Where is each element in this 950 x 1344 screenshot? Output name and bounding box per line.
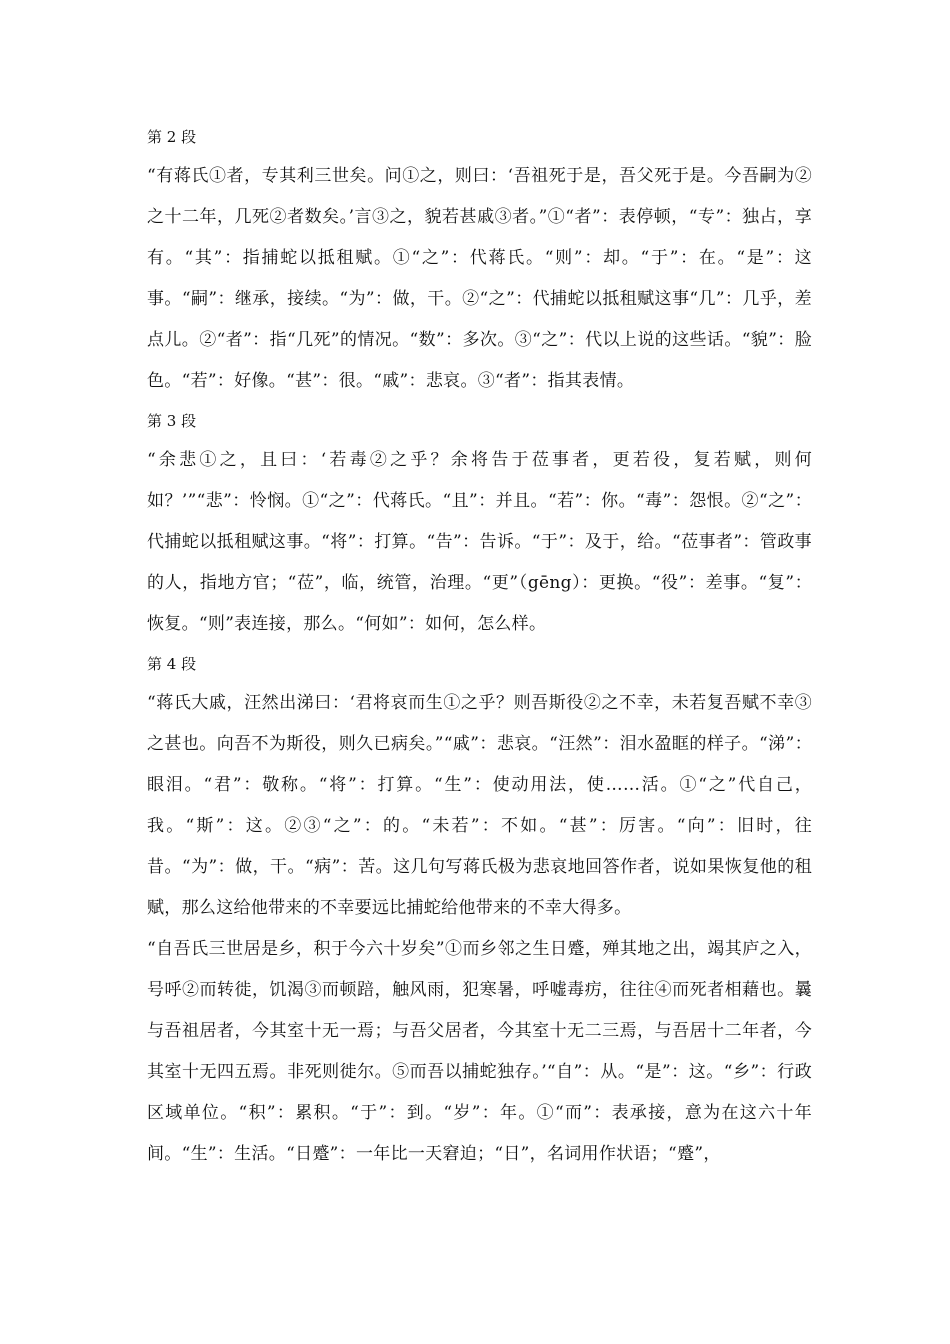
section-heading-3: 第 3 段 bbox=[147, 412, 197, 430]
section-3-paragraph: “余悲①之，且曰：‘若毒②之乎？余将告于莅事者，更若役，复若赋，则何如？’”“悲”：怜悯。①“之”：代蒋氏。“且”：并且。“若”：你。“毒”：怨恨。②“之”：代捕蛇以抵租赋这事。“将”：打算。“告”：告诉。“于”：及于，给。“莅事者”：管政事的人，指地方官；“莅”，临，统管，治理。“更”（gēng）：更换。“役”：差事。“复”：恢复。“则”表连接，那么。“何如”：如何，怎么样。 bbox=[147, 450, 812, 634]
section-2-paragraph: “有蒋氏①者，专其利三世矣。问①之，则曰：‘吾祖死于是，吾父死于是。今吾嗣为②之十二年，几死②者数矣。’言③之，貌若甚戚③者。”①“者”：表停顿，“专”：独占，享有。“其”：指捕蛇以抵租赋。①“之”：代蒋氏。“则”：却。“于”：在。“是”：这事。“嗣”：继承，接续。“为”：做，干。②“之”：代捕蛇以抵租赋这事“几”：几乎，差点儿。②“者”：指“几死”的情况。“数”：多次。③“之”：代以上说的这些话。“貌”：脸色。“若”：好像。“甚”：很。“戚”：悲哀。③“者”：指其表情。 bbox=[147, 166, 812, 391]
section-heading-4: 第 4 段 bbox=[147, 655, 197, 673]
section-4-paragraph: “蒋氏大戚，汪然出涕曰：‘君将哀而生①之乎？则吾斯役②之不幸，未若复吾赋不幸③之甚也。向吾不为斯役，则久已病矣。”“戚”：悲哀。“汪然”：泪水盈眶的样子。“涕”：眼泪。“君”：敬称。“将”：打算。“生”：使动用法，使……活。①“之”代自己，我。“斯”：这。②③“之”：的。“未若”：不如。“甚”：厉害。“向”：旧时，往昔。“为”：做，干。“病”：苦。这几句写蒋氏极为悲哀地回答作者，说如果恢复他的租赋，那么这给他带来的不幸要远比捕蛇给他带来的不幸大得多。 bbox=[147, 693, 812, 918]
document-body bbox=[147, 118, 812, 1175]
section-4-paragraph-continued: “自吾氏三世居是乡，积于今六十岁矣”①而乡邻之生日蹙，殚其地之出，竭其庐之入，号呼②而转徙，饥渴③而顿踣，触风雨，犯寒暑，呼嘘毒疠，往往④而死者相藉也。曩与吾祖居者，今其室十无一焉；与吾父居者，今其室十无二三焉，与吾居十二年者，今其室十无四五焉。非死则徙尔。⑤而吾以捕蛇独存。’“自”：从。“是”：这。“乡”：行政区域单位。“积”：累积。“于”：到。“岁”：年。①“而”：表承接，意为在这六十年间。“生”：生活。“日蹙”：一年比一天窘迫；“日”，名词用作状语；“蹙”， bbox=[147, 939, 812, 1164]
section-heading-2: 第 2 段 bbox=[147, 128, 197, 146]
